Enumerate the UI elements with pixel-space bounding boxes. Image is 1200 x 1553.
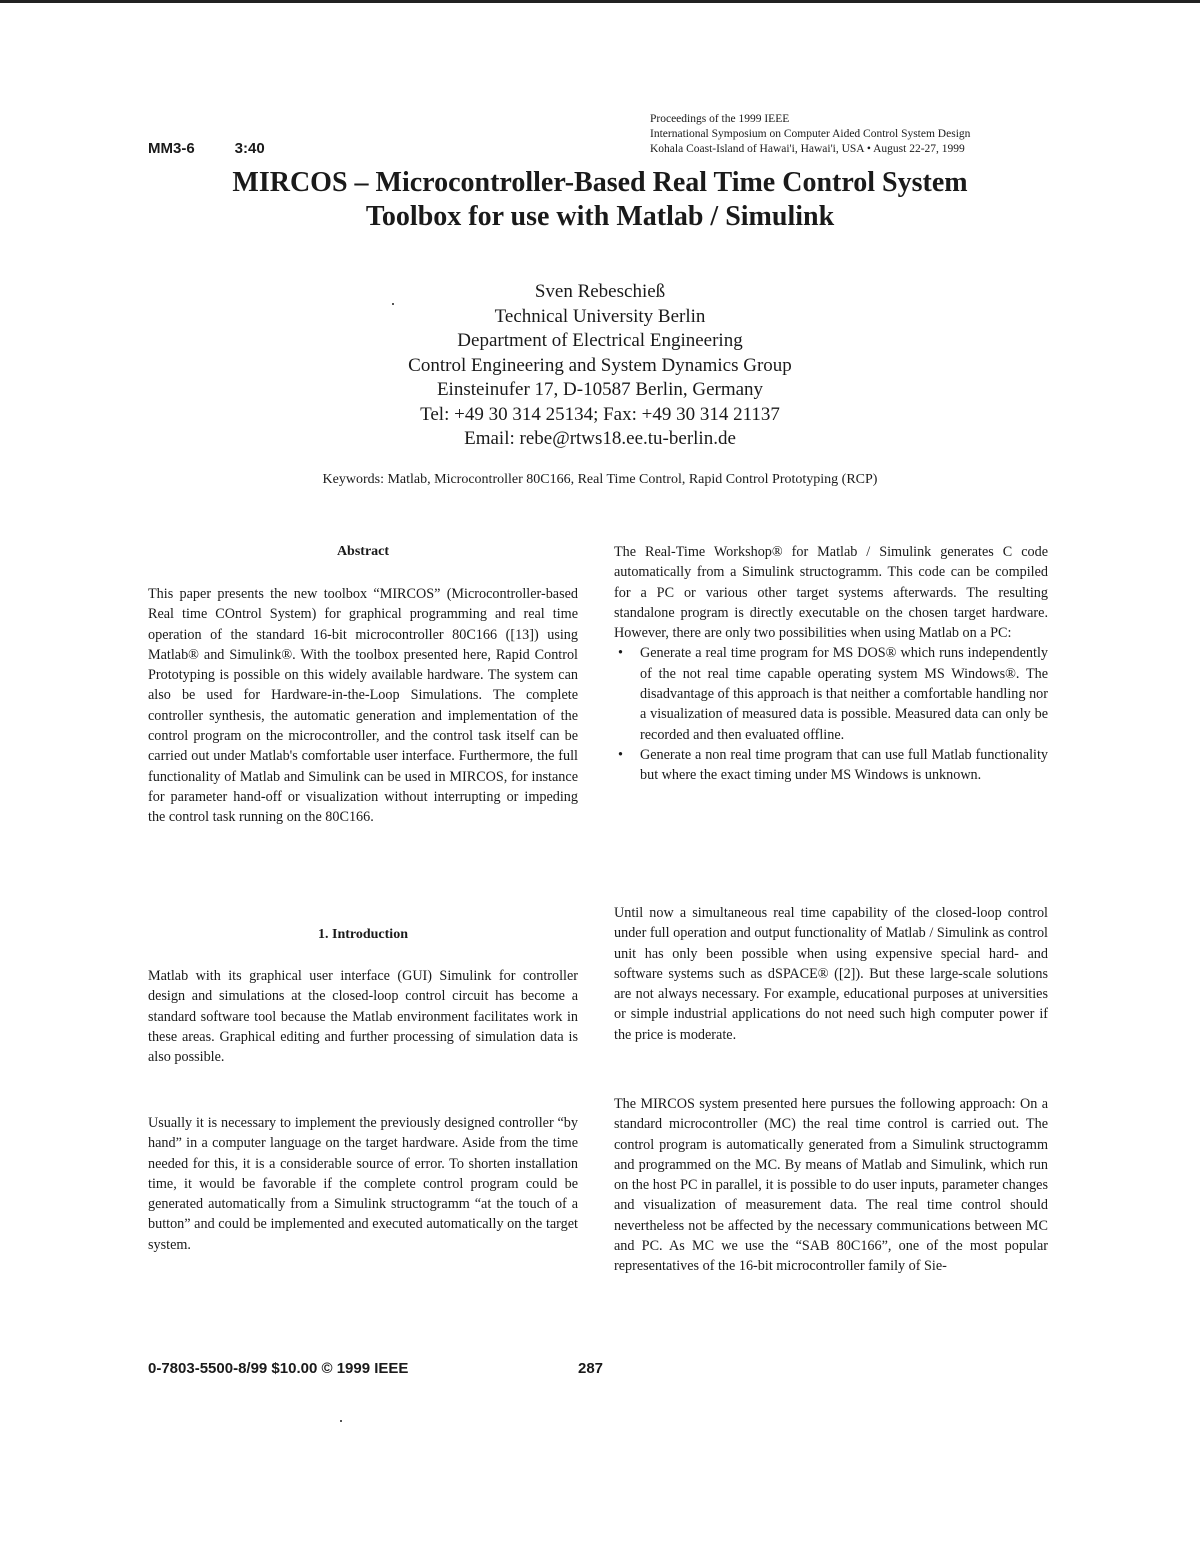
abstract-section [148, 584, 578, 828]
bullet-icon: • [618, 645, 623, 662]
affiliation-line: Technical University Berlin [494, 305, 706, 327]
session-code: MM3-6 [148, 140, 195, 157]
scan-speck [340, 1420, 342, 1422]
copyright-notice: 0-7803-5500-8/99 $10.00 © 1999 IEEE [148, 1360, 409, 1377]
affiliation-line: Tel: +49 30 314 25134; Fax: +49 30 314 21137 [420, 403, 780, 425]
abstract-heading-block [148, 542, 578, 562]
list-item-text: Generate a non real time program that can use full Matlab functionality but where the exact timing under MS Windows is unknown. [640, 746, 1048, 784]
body-paragraph: Matlab with its graphical user interface (GUI) Simulink for controller design and simulations at the closed-loop control circuit has become a standard software tool because the Matlab environment facilitates work in these areas. Graphical editing and further processing of simulation data is also possible. [148, 968, 578, 1066]
introduction-heading-block [148, 925, 578, 945]
paper-title [60, 166, 1140, 234]
introduction-section [148, 966, 578, 1067]
introduction-section [148, 1113, 578, 1255]
list-item-text: Generate a real time program for MS DOS® which runs independently of the not real time capable operating system MS Windows®. The disadvantage of this approach is that neither a comfortable handling nor a visualization of measured data is possible. Measured data can only be recorded and then evaluated offline. [640, 645, 1048, 743]
body-paragraph: The MIRCOS system presented here pursues the following approach: On a standard microcontroller (MC) the real time control is carried out. The control program is automatically generated from a Simulink structogramm and programmed on the MC. By means of Matlab and Simulink, which run on the host PC in parallel, it is possible to do user inputs, parameter changes and visualization of measurement data. The real time control should nevertheless not be affected by the necessary communications between MC and PC. As MC we use the “SAB 80C166”, one of the most popular representatives of the 16-bit microcontroller family of Sie- [614, 1096, 1048, 1275]
affiliation-line: Einsteinufer 17, D-10587 Berlin, Germany [436, 379, 764, 400]
scan-speck [392, 303, 394, 305]
body-paragraph: Usually it is necessary to implement the previously designed controller “by hand” in a computer language on the target hardware. Aside from the time needed for this, it is a considerable source of error. To shorten installation time, it would be favorable if the complete control program could be generated automatically from a Simulink structogramm “at the touch of a button” and could be implemented and executed automatically on the target system. [148, 1115, 578, 1253]
right-column-section [614, 1094, 1048, 1277]
proceedings-info [650, 112, 1060, 157]
list-item [614, 745, 1048, 786]
bullet-icon: • [618, 746, 623, 763]
session-time: 3:40 [234, 140, 265, 157]
affiliation-line: Control Engineering and System Dynamics Group [408, 354, 792, 376]
top-border-rule [0, 0, 1200, 3]
author-block [300, 280, 900, 452]
bullet-list [614, 643, 1048, 785]
introduction-heading: 1. Introduction [318, 927, 408, 942]
title-line: Toolbox for use with Matlab / Simulink [365, 201, 835, 232]
proceedings-line: International Symposium on Computer Aided Control System Design [650, 128, 971, 140]
proceedings-line: Proceedings of the 1999 IEEE [650, 113, 790, 125]
right-column-section [614, 903, 1048, 1045]
list-item [614, 643, 1048, 744]
author-email: Email: rebe@rtws18.ee.tu-berlin.de [464, 428, 736, 449]
keywords: Keywords: Matlab, Microcontroller 80C166, Real Time Control, Rapid Control Prototyping (RCP) [322, 472, 878, 487]
page-number: 287 [578, 1360, 604, 1377]
session-label [148, 140, 265, 157]
abstract-text: This paper presents the new toolbox “MIRCOS” (Microcontroller-based Real time COntrol System) for graphical programming and real time operation of the standard 16-bit microcontroller 80C166 ([13]) using Matlab® and Simulink®. With the toolbox presented here, Rapid Control Prototyping is possible on this widely available hardware. The system can also be used for Hardware-in-the-Loop Simulations. The complete controller synthesis, the automatic generation and implementation of the control program on the microcontroller, and the control task itself can be carried out under Matlab's comfortable user interface. Furthermore, the full functionality of Matlab and Simulink can be used in MIRCOS, for instance for parameter hand-off or visualization without interrupting or impeding the control task running on the 80C166. [148, 586, 578, 826]
body-paragraph: The Real-Time Workshop® for Matlab / Simulink generates C code automatically from a Simulink structogramm. This code can be compiled for a PC or various other target systems afterwards. The resulting standalone program is directly executable on the chosen target hardware. However, there are only two possibilities when using Matlab on a PC: [614, 544, 1048, 642]
author-name: Sven Rebeschieß [534, 281, 666, 302]
body-paragraph: Until now a simultaneous real time capability of the closed-loop control under full operation and output functionality of Matlab / Simulink as control unit has only been possible when using expensive special hard- and software systems such as dSPACE® ([2]). But these large-scale solutions are not always necessary. For example, educational purposes at universities or simple industrial applications do not need such high computer power if the price is moderate. [614, 905, 1048, 1043]
title-line: MIRCOS – Microcontroller-Based Real Time Control System [232, 167, 968, 198]
affiliation-line: Department of Electrical Engineering [457, 330, 743, 351]
abstract-heading: Abstract [336, 544, 390, 559]
proceedings-line: Kohala Coast-Island of Hawai'i, Hawai'i, USA • August 22-27, 1999 [650, 143, 965, 155]
right-column-intro [614, 542, 1048, 786]
